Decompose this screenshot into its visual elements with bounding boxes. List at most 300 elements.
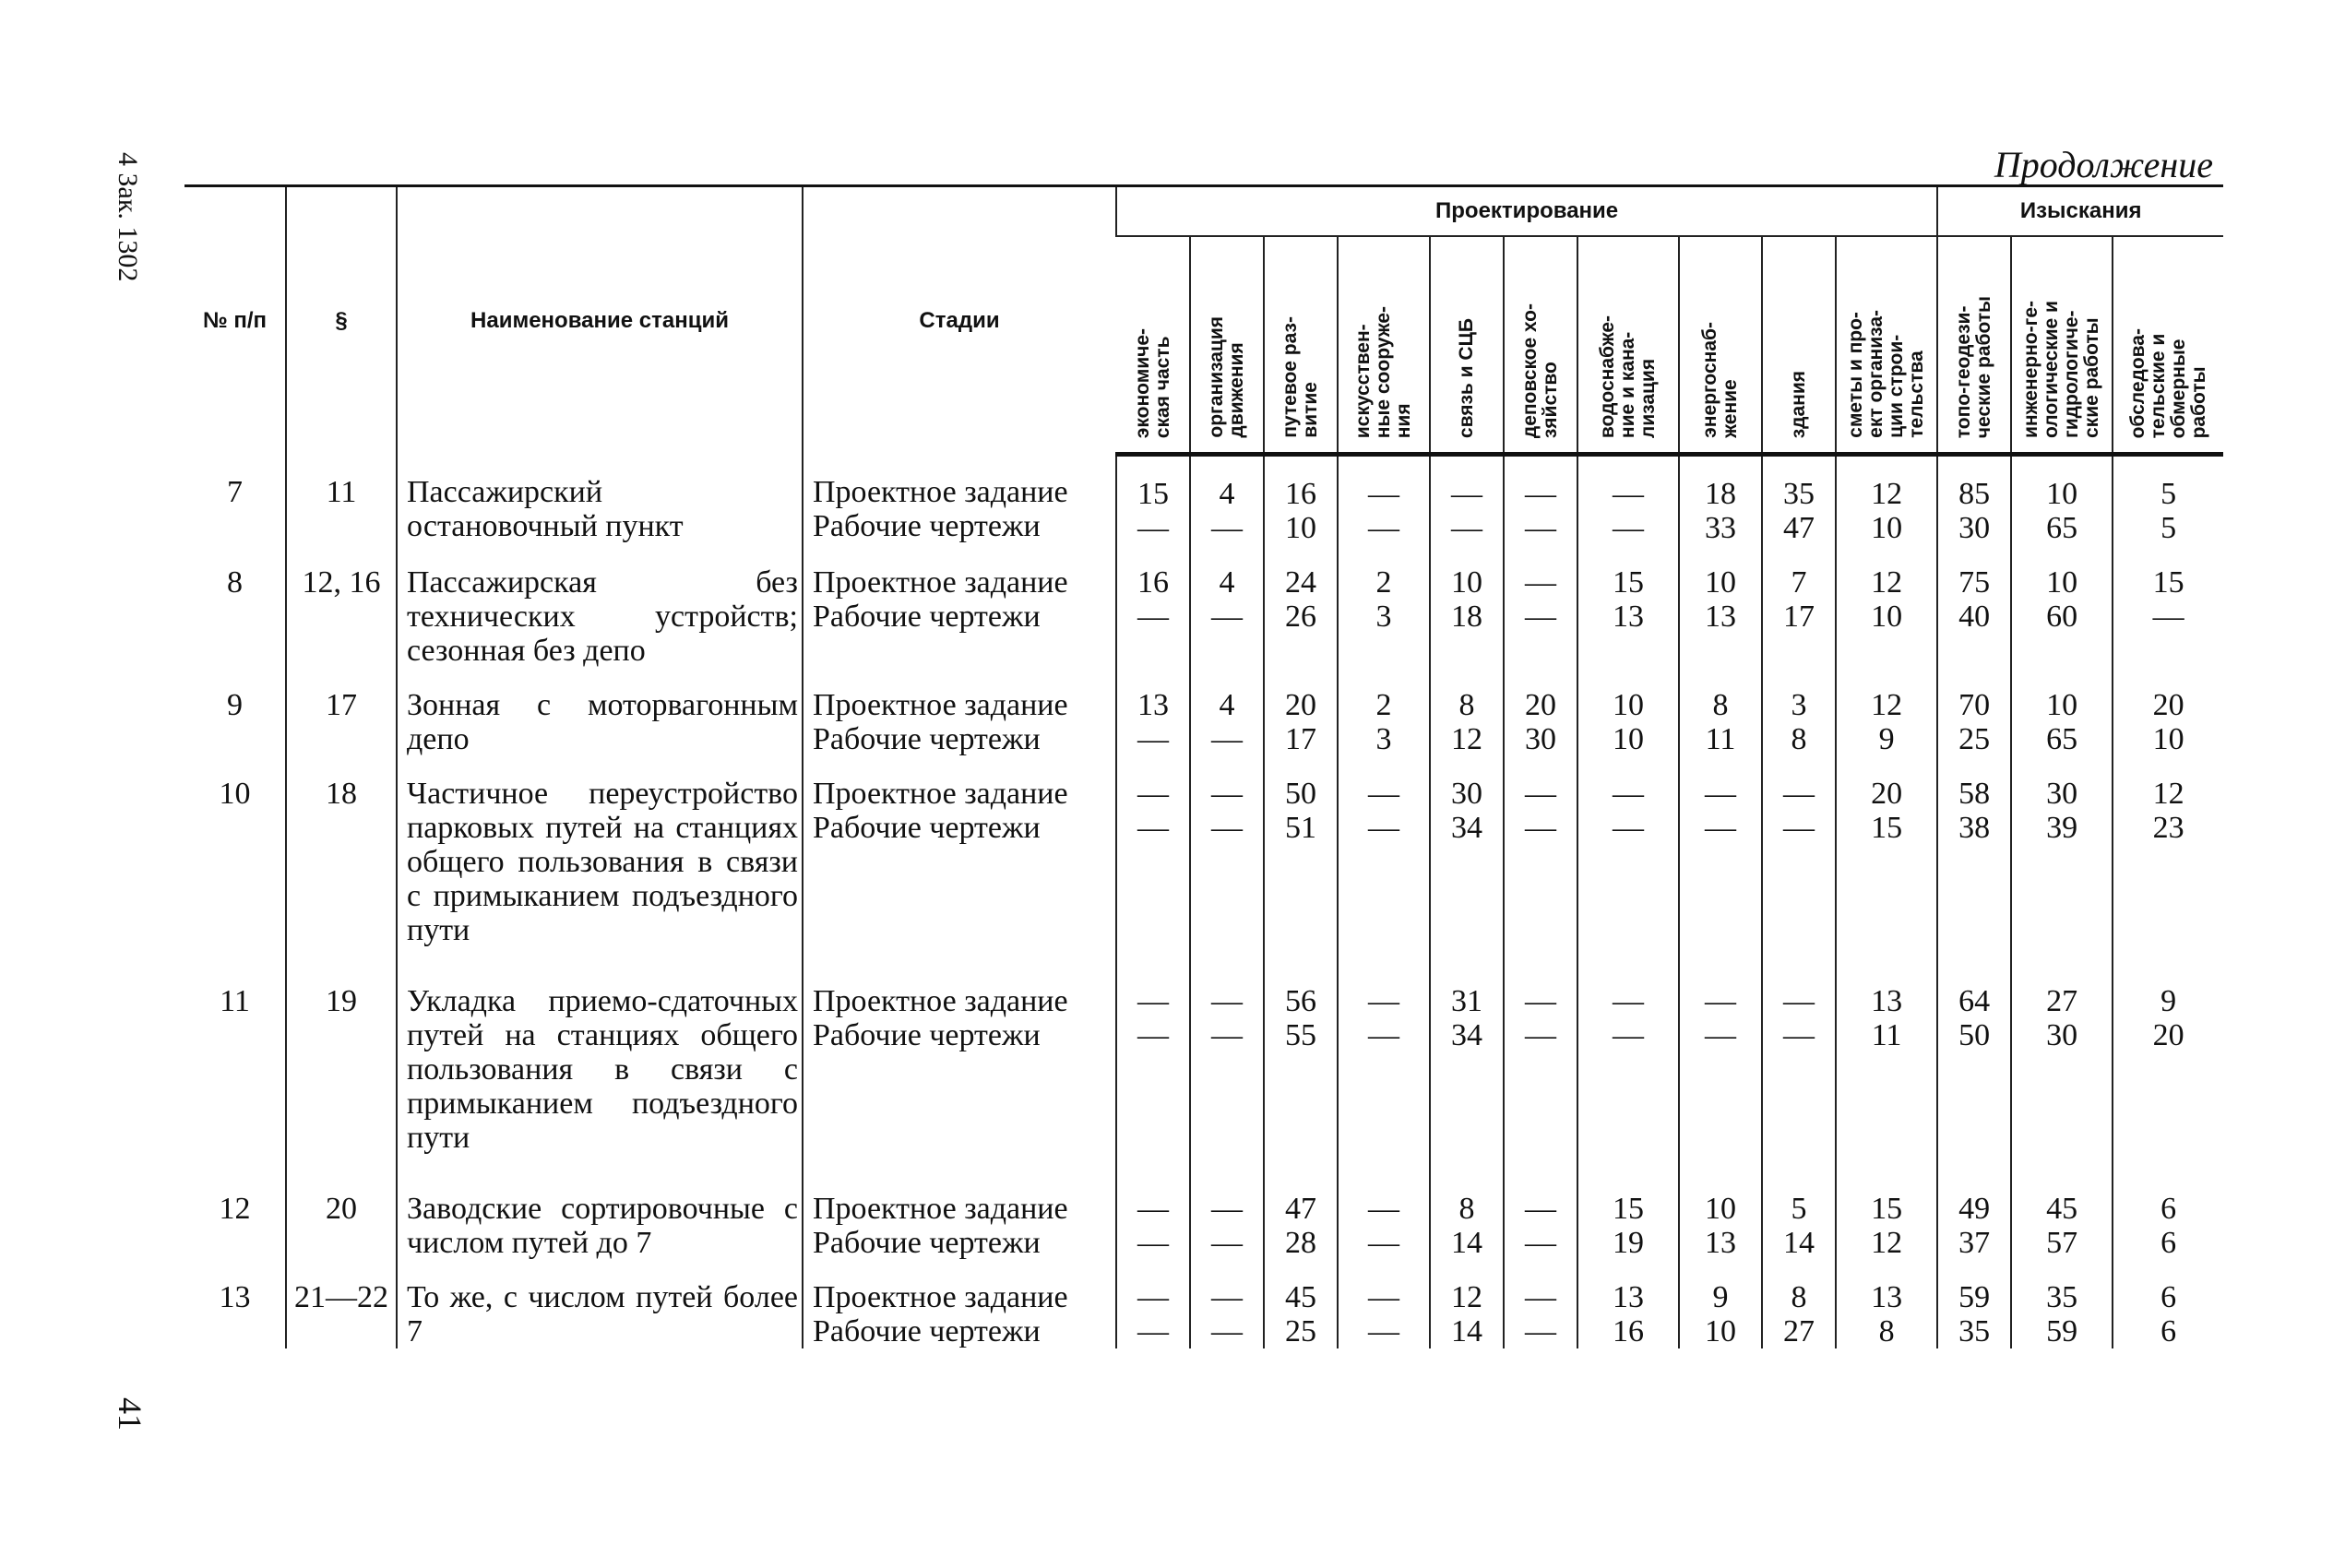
value-cell <box>1762 756 1836 964</box>
value: 3 <box>1375 722 1392 756</box>
value-cell <box>1190 668 1264 756</box>
value: 4 <box>1219 477 1235 511</box>
value: 4 <box>1219 565 1235 600</box>
value-cell <box>2011 455 2113 546</box>
value-cell <box>1338 668 1430 756</box>
row-number: 9 <box>227 688 243 722</box>
value: — <box>1613 477 1644 511</box>
table-row <box>184 545 2223 668</box>
design-col-header <box>1577 236 1679 455</box>
value: 20 <box>2152 688 2184 722</box>
value-cell <box>1504 1260 1577 1348</box>
value-cell <box>1190 964 1264 1171</box>
value: — <box>1525 1018 1556 1052</box>
value: 15 <box>1871 811 1903 845</box>
value-cell <box>2113 1171 2223 1260</box>
value: — <box>1705 984 1736 1018</box>
value: — <box>1783 811 1815 845</box>
value: 8 <box>1791 722 1807 756</box>
value: 12 <box>1871 688 1903 722</box>
stage-cell <box>803 1171 1116 1260</box>
table-row <box>184 455 2223 546</box>
value: — <box>1368 477 1399 511</box>
row-number: 10 <box>219 777 251 811</box>
value-cell <box>1430 455 1504 546</box>
value-cell <box>1937 455 2011 546</box>
value-cell <box>1679 756 1762 964</box>
value: 20 <box>1525 688 1556 722</box>
value: 10 <box>1871 600 1903 634</box>
value-cell <box>1116 455 1190 546</box>
row-number: 11 <box>220 984 250 1018</box>
design-col-header <box>1504 236 1577 455</box>
value-cell <box>1937 545 2011 668</box>
value: — <box>1137 1226 1169 1260</box>
value: 4 <box>1219 688 1235 722</box>
value-cell <box>1338 1260 1430 1348</box>
value: 20 <box>2152 1018 2184 1052</box>
value: 10 <box>1705 1192 1736 1226</box>
value: 5 <box>2160 477 2177 511</box>
value: — <box>1613 984 1644 1018</box>
value: — <box>1137 984 1169 1018</box>
value-cell <box>1836 455 1937 546</box>
value-cell <box>1430 545 1504 668</box>
value-cell <box>1762 1260 1836 1348</box>
value: — <box>1525 565 1556 600</box>
value: 85 <box>1958 477 1991 511</box>
value: — <box>1368 1280 1399 1314</box>
table-row <box>184 756 2223 964</box>
value-cell <box>1430 1260 1504 1348</box>
value-cell <box>1762 1171 1836 1260</box>
value: — <box>1368 777 1399 811</box>
value: 12 <box>1871 565 1903 600</box>
value: 12 <box>1871 477 1903 511</box>
value: — <box>1137 511 1169 545</box>
value: 10 <box>2046 565 2078 600</box>
stage-label: Проектное задание <box>813 474 1068 509</box>
value-cell <box>1338 1171 1430 1260</box>
value: 25 <box>1285 1314 1316 1348</box>
value: — <box>2152 600 2184 634</box>
value-cell <box>1937 1260 2011 1348</box>
value: 15 <box>1137 477 1169 511</box>
value: 13 <box>1705 1226 1736 1260</box>
value: 25 <box>1958 722 1991 756</box>
value-cell <box>1504 1171 1577 1260</box>
value: 10 <box>1613 722 1644 756</box>
value-cell <box>1937 964 2011 1171</box>
value: — <box>1211 777 1243 811</box>
stage-label: Проектное задание <box>813 1192 1068 1226</box>
row-section: 12, 16 <box>286 545 397 668</box>
value: — <box>1211 511 1243 545</box>
value: — <box>1525 984 1556 1018</box>
stage-label: Рабочие чертежи <box>813 722 1041 756</box>
value-cell <box>1430 756 1504 964</box>
value-cell <box>1577 964 1679 1171</box>
value-cell <box>1430 1171 1504 1260</box>
value: 19 <box>1613 1226 1644 1260</box>
value: — <box>1705 1018 1736 1052</box>
value: 9 <box>1878 722 1895 756</box>
value: 30 <box>1451 777 1482 811</box>
value: 45 <box>2046 1192 2078 1226</box>
value: 9 <box>1712 1280 1729 1314</box>
station-name: Пассажирская без технических устройств; сезонная без депо <box>397 545 803 668</box>
value-cell <box>1937 668 2011 756</box>
value: 3 <box>1791 688 1807 722</box>
value: 10 <box>2046 477 2078 511</box>
table-row <box>184 1260 2223 1348</box>
design-col-header <box>1836 236 1937 455</box>
value-cell <box>1116 964 1190 1171</box>
row-number: 7 <box>227 474 243 509</box>
value: — <box>1211 811 1243 845</box>
value: 8 <box>1791 1280 1807 1314</box>
design-col-header <box>1338 236 1430 455</box>
stage-label: Проектное задание <box>813 984 1068 1018</box>
value: 60 <box>2046 600 2078 634</box>
value: 34 <box>1451 1018 1482 1052</box>
column-label: здания <box>1788 370 1809 438</box>
value: — <box>1525 600 1556 634</box>
station-name: То же, с числом путей более 7 <box>397 1260 803 1348</box>
value: — <box>1137 1192 1169 1226</box>
value: 10 <box>1705 565 1736 600</box>
value-cell <box>2113 668 2223 756</box>
stage-label: Рабочие чертежи <box>813 508 1041 543</box>
value: — <box>1705 777 1736 811</box>
value: 50 <box>1958 1018 1991 1052</box>
value: 50 <box>1285 777 1316 811</box>
value-cell <box>2011 1171 2113 1260</box>
value: — <box>1525 1192 1556 1226</box>
value: — <box>1613 511 1644 545</box>
value: — <box>1368 1314 1399 1348</box>
value-cell <box>1762 545 1836 668</box>
value: — <box>1368 984 1399 1018</box>
value: 2 <box>1375 565 1392 600</box>
value: — <box>1783 1018 1815 1052</box>
value: — <box>1525 1314 1556 1348</box>
station-name: Пассажирский остановочный пункт <box>397 455 803 546</box>
value: 6 <box>2160 1226 2177 1260</box>
value-cell <box>1836 545 1937 668</box>
value-cell <box>1190 1171 1264 1260</box>
value-cell <box>1762 455 1836 546</box>
value: 12 <box>2152 777 2184 811</box>
value-cell <box>1116 668 1190 756</box>
value: — <box>1368 1226 1399 1260</box>
value: 26 <box>1285 600 1316 634</box>
row-section: 19 <box>286 964 397 1171</box>
value-cell <box>1762 668 1836 756</box>
stage-label: Рабочие чертежи <box>813 1226 1041 1260</box>
value: 65 <box>2046 511 2078 545</box>
value: 57 <box>2046 1226 2078 1260</box>
value-cell <box>1264 1260 1338 1348</box>
value: 11 <box>1871 1018 1902 1052</box>
value-cell <box>1264 1171 1338 1260</box>
stage-cell <box>803 1260 1116 1348</box>
value: — <box>1211 1192 1243 1226</box>
value-cell <box>2113 964 2223 1171</box>
value: 15 <box>1871 1192 1903 1226</box>
table-row <box>184 964 2223 1171</box>
design-col-header <box>1679 236 1762 455</box>
value: 64 <box>1958 984 1991 1018</box>
value: 38 <box>1958 811 1991 845</box>
value: 30 <box>1958 511 1991 545</box>
value-cell <box>1338 756 1430 964</box>
column-label: путевое раз- витие <box>1280 316 1321 438</box>
value: 35 <box>2046 1280 2078 1314</box>
value: 20 <box>1871 777 1903 811</box>
value: — <box>1211 984 1243 1018</box>
value: 31 <box>1451 984 1482 1018</box>
value: 59 <box>1958 1280 1991 1314</box>
value-cell <box>1504 756 1577 964</box>
value: — <box>1525 1280 1556 1314</box>
value: 30 <box>2046 777 2078 811</box>
value-cell <box>1504 964 1577 1171</box>
value: 6 <box>2160 1280 2177 1314</box>
value-cell <box>1190 455 1264 546</box>
value-cell <box>1679 545 1762 668</box>
value: — <box>1451 511 1482 545</box>
value: — <box>1211 1314 1243 1348</box>
value: 8 <box>1878 1314 1895 1348</box>
value-cell <box>1338 455 1430 546</box>
value: 11 <box>1705 722 1736 756</box>
header-name: Наименование станций <box>397 186 803 455</box>
header-section: § <box>286 186 397 455</box>
value: — <box>1368 511 1399 545</box>
value: 47 <box>1783 511 1815 545</box>
survey-col-header <box>2011 236 2113 455</box>
station-name: Частичное переустройство парковых путей на станциях общего пользования в связи с примыканием подъездного пути <box>397 756 803 964</box>
row-section: 18 <box>286 756 397 964</box>
value: — <box>1137 1018 1169 1052</box>
value: 10 <box>2152 722 2184 756</box>
value: 15 <box>1613 1192 1644 1226</box>
value: 24 <box>1285 565 1316 600</box>
value: 40 <box>1958 600 1991 634</box>
value: 14 <box>1451 1314 1482 1348</box>
value: — <box>1211 722 1243 756</box>
row-number: 8 <box>227 565 243 600</box>
column-label: экономиче- ская часть <box>1131 327 1173 438</box>
value: 12 <box>1871 1226 1903 1260</box>
value-cell <box>1264 964 1338 1171</box>
value: 45 <box>1285 1280 1316 1314</box>
column-label: искусствен- ные сооруже- ния <box>1352 305 1414 438</box>
stage-label: Рабочие чертежи <box>813 811 1041 845</box>
value-cell <box>1577 455 1679 546</box>
value-cell <box>2011 1260 2113 1348</box>
value: 18 <box>1451 600 1482 634</box>
value-cell <box>1430 668 1504 756</box>
row-section: 11 <box>286 455 397 546</box>
value: 8 <box>1458 1192 1475 1226</box>
value: — <box>1368 1018 1399 1052</box>
value: — <box>1368 1192 1399 1226</box>
header-group-design: Проектирование <box>1116 186 1937 237</box>
value: 35 <box>1783 477 1815 511</box>
value: — <box>1137 777 1169 811</box>
column-label: деповское хо- зяйство <box>1519 303 1561 438</box>
stage-cell <box>803 964 1116 1171</box>
value-cell <box>2113 756 2223 964</box>
value: 5 <box>1791 1192 1807 1226</box>
design-col-header <box>1264 236 1338 455</box>
value: 15 <box>2152 565 2184 600</box>
value: 58 <box>1958 777 1991 811</box>
value: 16 <box>1137 565 1169 600</box>
value: — <box>1211 600 1243 634</box>
value-cell <box>2011 668 2113 756</box>
value: 13 <box>1705 600 1736 634</box>
value-cell <box>1937 756 2011 964</box>
design-col-header <box>1762 236 1836 455</box>
column-label: инженерно-ге- ологические и гидрологиче- ские работы <box>2020 301 2103 438</box>
column-label: связь и СЦБ <box>1456 317 1477 438</box>
value-cell <box>1116 756 1190 964</box>
value: 5 <box>2160 511 2177 545</box>
value-cell <box>1577 756 1679 964</box>
value-cell <box>1116 545 1190 668</box>
row-section: 20 <box>286 1171 397 1260</box>
value: — <box>1613 811 1644 845</box>
column-label: топо-геодези- ческие работы <box>1953 295 1995 438</box>
value: 75 <box>1958 565 1991 600</box>
value-cell <box>1504 668 1577 756</box>
value: — <box>1137 1314 1169 1348</box>
value-cell <box>1577 1260 1679 1348</box>
value-cell <box>1430 964 1504 1171</box>
design-col-header <box>1190 236 1264 455</box>
value: 17 <box>1285 722 1316 756</box>
value: 14 <box>1783 1226 1815 1260</box>
header-group-survey: Изыскания <box>1937 186 2223 237</box>
value-cell <box>1504 545 1577 668</box>
row-section: 21—22 <box>286 1260 397 1348</box>
value: 30 <box>1525 722 1556 756</box>
value: 34 <box>1451 811 1482 845</box>
value-cell <box>1190 756 1264 964</box>
column-label: сметы и про- ект организа- ции строи- тельства <box>1845 310 1928 438</box>
value: 14 <box>1451 1226 1482 1260</box>
stage-cell <box>803 545 1116 668</box>
value: — <box>1525 777 1556 811</box>
stage-label: Проектное задание <box>813 1280 1068 1314</box>
value: 10 <box>2046 688 2078 722</box>
stage-label: Проектное задание <box>813 565 1068 600</box>
value: 59 <box>2046 1314 2078 1348</box>
value-cell <box>1190 1260 1264 1348</box>
value-cell <box>2113 455 2223 546</box>
value: 13 <box>1613 1280 1644 1314</box>
value: 18 <box>1705 477 1736 511</box>
value: — <box>1525 1226 1556 1260</box>
value: — <box>1137 600 1169 634</box>
value-cell <box>1577 545 1679 668</box>
value-cell <box>2113 1260 2223 1348</box>
value-cell <box>2011 545 2113 668</box>
row-number: 13 <box>219 1280 251 1314</box>
page-number: 41 <box>112 1397 149 1431</box>
table-row <box>184 668 2223 756</box>
value: — <box>1211 1226 1243 1260</box>
value-cell <box>1836 964 1937 1171</box>
value: 28 <box>1285 1226 1316 1260</box>
value-cell <box>1116 1171 1190 1260</box>
value: 35 <box>1958 1314 1991 1348</box>
value: 13 <box>1871 984 1903 1018</box>
page-side-note: 4 Зак. 1302 <box>113 152 143 282</box>
value-cell <box>1577 1171 1679 1260</box>
value: — <box>1137 811 1169 845</box>
design-col-header <box>1430 236 1504 455</box>
value: — <box>1525 477 1556 511</box>
table-row <box>184 1171 2223 1260</box>
value: 8 <box>1458 688 1475 722</box>
value-cell <box>1577 668 1679 756</box>
value: 56 <box>1285 984 1316 1018</box>
value: 6 <box>2160 1314 2177 1348</box>
value: 8 <box>1712 688 1729 722</box>
station-name: Укладка приемо-сдаточных путей на станциях общего пользования в связи с примыканием подъездного пути <box>397 964 803 1171</box>
value: 13 <box>1137 688 1169 722</box>
value-cell <box>1679 1171 1762 1260</box>
stage-cell <box>803 455 1116 546</box>
value: — <box>1211 1018 1243 1052</box>
value: 49 <box>1958 1192 1991 1226</box>
stage-label: Рабочие чертежи <box>813 600 1041 634</box>
value-cell <box>1836 756 1937 964</box>
value: 65 <box>2046 722 2078 756</box>
value-cell <box>1762 964 1836 1171</box>
value-cell <box>1679 964 1762 1171</box>
value: — <box>1705 811 1736 845</box>
value: 9 <box>2160 984 2177 1018</box>
value: 20 <box>1285 688 1316 722</box>
value: 10 <box>1613 688 1644 722</box>
value-cell <box>2113 545 2223 668</box>
value-cell <box>1836 1171 1937 1260</box>
value: 16 <box>1613 1314 1644 1348</box>
value-cell <box>1338 964 1430 1171</box>
value: 10 <box>1451 565 1482 600</box>
value: 2 <box>1375 688 1392 722</box>
value-cell <box>1264 545 1338 668</box>
value: — <box>1613 1018 1644 1052</box>
row-number: 12 <box>219 1192 251 1226</box>
value-cell <box>1264 668 1338 756</box>
value: 55 <box>1285 1018 1316 1052</box>
value-cell <box>2011 756 2113 964</box>
value-cell <box>1116 1260 1190 1348</box>
value-cell <box>1679 668 1762 756</box>
value: 3 <box>1375 600 1392 634</box>
value-cell <box>1836 668 1937 756</box>
row-section: 17 <box>286 668 397 756</box>
value: 23 <box>2152 811 2184 845</box>
value-cell <box>1504 455 1577 546</box>
stations-table <box>184 184 2223 1348</box>
